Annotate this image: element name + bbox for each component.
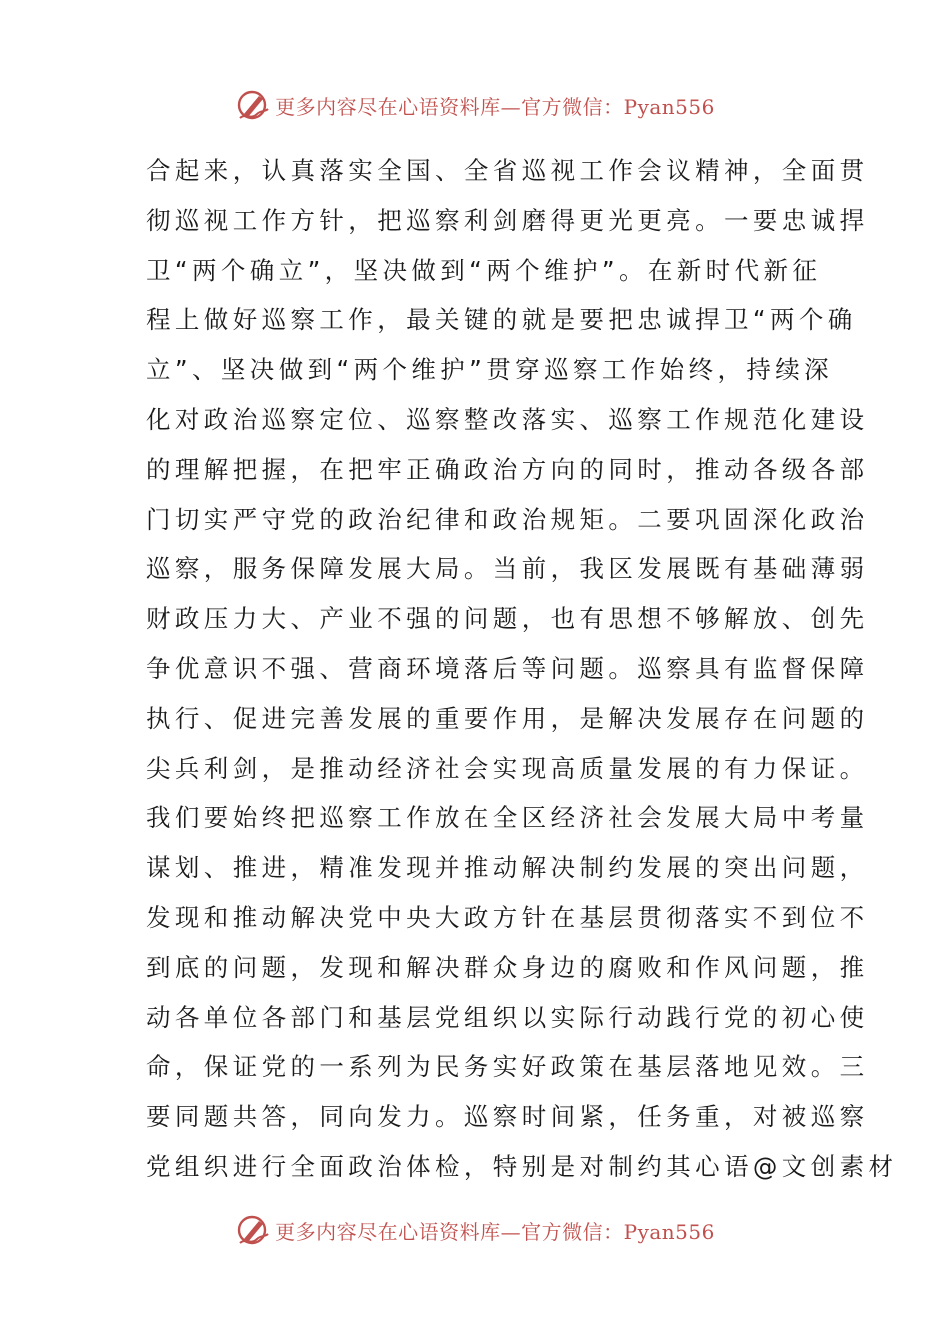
text-line: 争优意识不强、营商环境落后等问题。巡察具有监督保障 bbox=[146, 653, 869, 683]
pen-writing-logo-icon bbox=[235, 1212, 271, 1248]
text-line: 合起来，认真落实全国、全省巡视工作会议精神，全面贯 bbox=[146, 156, 869, 185]
text-line: 彻巡视工作方针，把巡察利剑磨得更光更亮。一要忠诚捍 bbox=[146, 205, 869, 235]
text-line: 程上做好巡察工作，最关键的就是要把忠诚捍卫“两个确 bbox=[146, 305, 857, 335]
text-line: 命，保证党的一系列为民务实好政策在基层落地见效。三 bbox=[146, 1052, 869, 1082]
text-line: 财政压力大、产业不强的问题，也有思想不够解放、创先 bbox=[146, 604, 869, 634]
pen-writing-logo-icon bbox=[235, 87, 271, 123]
text-line: 要同题共答，同向发力。巡察时间紧，任务重，对被巡察 bbox=[146, 1102, 869, 1132]
text-line: 卫“两个确立”，坚决做到“两个维护”。在新时代新征 bbox=[146, 255, 822, 285]
document-body bbox=[146, 146, 898, 1192]
text-line: 尖兵利剑，是推动经济社会实现高质量发展的有力保证。 bbox=[146, 753, 869, 783]
text-line: 立”、坚决做到“两个维护”贯穿巡察工作始终，持续深 bbox=[146, 355, 834, 385]
text-line: 动各单位各部门和基层党组织以实际行动践行党的初心使 bbox=[146, 1002, 869, 1032]
text-line: 党组织进行全面政治体检，特别是对制约其心语@文创素材 bbox=[146, 1151, 898, 1181]
text-line: 执行、促进完善发展的重要作用，是解决发展存在问题的 bbox=[146, 703, 869, 733]
watermark-text: 更多内容尽在心语资料库—官方微信：Pyan556 bbox=[275, 1219, 715, 1244]
text-line: 化对政治巡察定位、巡察整改落实、巡察工作规范化建设 bbox=[146, 404, 869, 434]
text-line: 谋划、推进，精准发现并推动解决制约发展的突出问题， bbox=[146, 853, 869, 883]
text-line: 巡察，服务保障发展大局。当前，我区发展既有基础薄弱 bbox=[146, 554, 869, 584]
text-line: 我们要始终把巡察工作放在全区经济社会发展大局中考量 bbox=[146, 803, 869, 833]
watermark-text: 更多内容尽在心语资料库—官方微信：Pyan556 bbox=[275, 94, 715, 119]
header-watermark bbox=[0, 83, 950, 127]
text-line: 到底的问题，发现和解决群众身边的腐败和作风问题，推 bbox=[146, 952, 869, 982]
text-line: 门切实严守党的政治纪律和政治规矩。二要巩固深化政治 bbox=[146, 504, 869, 534]
text-line: 的理解把握，在把牢正确政治方向的同时，推动各级各部 bbox=[146, 454, 869, 484]
footer-watermark bbox=[0, 1208, 950, 1252]
text-line: 发现和推动解决党中央大政方针在基层贯彻落实不到位不 bbox=[146, 902, 869, 932]
